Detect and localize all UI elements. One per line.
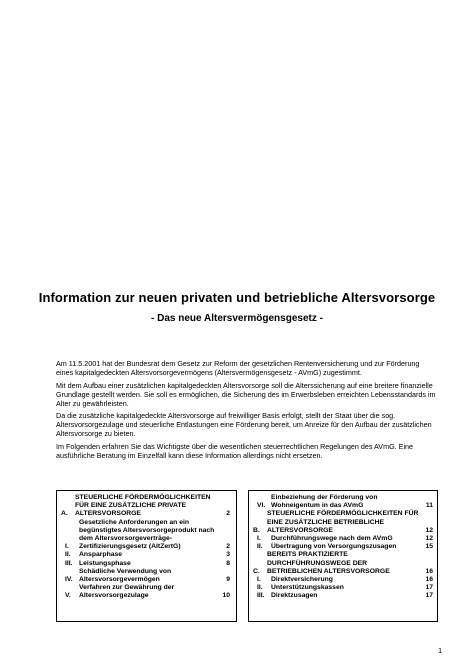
- toc-entry-title: Verfahren zur Gewährung der Altersvorsorgezulage: [79, 584, 175, 600]
- toc-entry[interactable]: [61, 494, 230, 519]
- toc-entry-page: 2: [226, 510, 230, 518]
- toc-entry-page: 8: [226, 559, 230, 567]
- toc-entry-page: 11: [425, 502, 433, 510]
- toc-entry-title: Übertragung von Versorgungszusagen: [271, 543, 397, 551]
- document-subtitle: - Das neue Altersvermögensgesetz -: [151, 313, 323, 324]
- toc-entry-title: Direktzusagen: [271, 592, 318, 600]
- intro-paragraph: Am 11.5.2001 hat der Bundesrat dem Gesetz zur Reform der gesetzlichen Rentenversicherung und zur Förderung eines kapitalgedeckten Altersvorsorgevermögens (Altersvermögensgesetz - AVmG) zugestimmt.: [56, 359, 420, 378]
- toc-entry-number: III.: [257, 592, 265, 600]
- intro-paragraph: Da die zusätzliche kapitalgedeckte Altersvorsorge auf freiwilliger Basis erfolgt, stellt der Staat über die sog. Altersvorsorgezulage und steuerliche Entlastungen eine Förderung bereit, um Anreize für den Aufbau der zusätzlichen Altersvorsorge zu bieten.: [56, 411, 432, 439]
- toc-entry[interactable]: [257, 576, 433, 584]
- toc-entry-page: 16: [425, 567, 433, 575]
- toc-entry-number: II.: [257, 543, 263, 551]
- toc-entry-page: 15: [425, 543, 433, 551]
- toc-entry-number: I.: [65, 543, 69, 551]
- toc-entry-title: Gesetzliche Anforderungen an ein begünstigtes Altersvorsorgeprodukt nach dem Altersvorsorgeverträge-Zertifizierungsgesetz (AltZertG): [79, 518, 215, 551]
- toc-entry[interactable]: [65, 519, 230, 552]
- toc-entry-number: C.: [253, 567, 260, 575]
- toc-entry-page: 2: [226, 543, 230, 551]
- toc-entry-page: 9: [226, 576, 230, 584]
- document-title: Information zur neuen privaten und betriebliche Altersvorsorge: [38, 290, 436, 305]
- toc-entry-number: I.: [257, 535, 261, 543]
- toc-entry-number: A.: [61, 510, 68, 518]
- table-of-contents-right: [248, 490, 438, 622]
- intro-paragraph: Im Folgenden erfahren Sie das Wichtigste über die wesentlichen steuerrechtlichen Regelungen des AVmG. Eine ausführliche Beratung im Einzelfall kann diese Information allerdings nicht ersetzen.: [56, 441, 414, 461]
- toc-entry-page: 3: [226, 551, 230, 559]
- toc-entry-number: VI.: [257, 502, 266, 510]
- toc-entry-number: V.: [65, 592, 71, 600]
- toc-entry[interactable]: [253, 510, 433, 535]
- toc-entry-title: STEUERLICHE FÖRDERMÖGLICHKEITEN FÜR EINE ZUSÄTZLICHE PRIVATE ALTERSVORSORGE: [75, 494, 211, 518]
- toc-entry-title: BEREITS PRAKTIZIERTE DURCHFÜHRUNGSWEGE DER BETRIEBLICHEN ALTERSVORSORGE: [267, 551, 390, 575]
- toc-entry-title: Direktversicherung: [271, 576, 333, 584]
- toc-entry-page: 12: [425, 535, 433, 543]
- toc-entry[interactable]: [65, 551, 230, 559]
- toc-entry-number: B.: [253, 526, 260, 534]
- toc-entry-page: 16: [425, 576, 433, 584]
- intro-paragraph: Mit dem Aufbau einer zusätzlichen kapitalgedeckten Altersvorsorge soll die Alterssicherung auf eine breitere finanzielle Grundlage gestellt werden. Sie soll es ermöglichen, die Sicherung des im Erwerbsleben erreichten Lebensstandards im Alter zu gewährleisten.: [56, 380, 436, 408]
- toc-entry[interactable]: [257, 543, 433, 551]
- toc-entry-page: 12: [425, 526, 433, 534]
- toc-entry-title: Leistungsphase: [79, 559, 131, 567]
- toc-entry-number: I.: [257, 576, 261, 584]
- toc-entry-title: Ansparphase: [79, 551, 123, 559]
- table-of-contents-left: [56, 490, 237, 622]
- toc-entry-title: Unterstützungskassen: [271, 584, 344, 592]
- page-number: 1: [438, 646, 443, 655]
- toc-entry-title: Durchführungswege nach dem AVmG: [271, 535, 393, 543]
- intro-text: [56, 359, 438, 464]
- toc-entry-number: II.: [65, 551, 71, 559]
- toc-entry[interactable]: [253, 551, 433, 576]
- toc-entry-page: 17: [425, 592, 433, 600]
- toc-entry[interactable]: [65, 560, 230, 568]
- toc-entry-number: III.: [65, 559, 73, 567]
- toc-entry[interactable]: [65, 568, 230, 584]
- toc-entry-title: Einbeziehung der Förderung von Wohneigentum in das AVmG: [271, 494, 378, 510]
- toc-entry[interactable]: [257, 592, 433, 600]
- toc-entry-page: 10: [222, 592, 230, 600]
- toc-entry-page: 17: [425, 584, 433, 592]
- toc-entry-title: STEUERLICHE FÖRDERMÖGLICHKEITEN FÜR EINE ZUSÄTZLICHE BETRIEBLICHE ALTERSVORSORGE: [267, 510, 419, 534]
- toc-entry-number: IV.: [65, 576, 73, 584]
- toc-entry[interactable]: [257, 584, 433, 592]
- toc-entry[interactable]: [65, 584, 230, 600]
- toc-entry-number: II.: [257, 584, 263, 592]
- toc-entry[interactable]: [257, 494, 433, 510]
- toc-entry-title: Schädliche Verwendung von Altersvorsorgevermögen: [79, 567, 172, 584]
- toc-entry[interactable]: [257, 535, 433, 543]
